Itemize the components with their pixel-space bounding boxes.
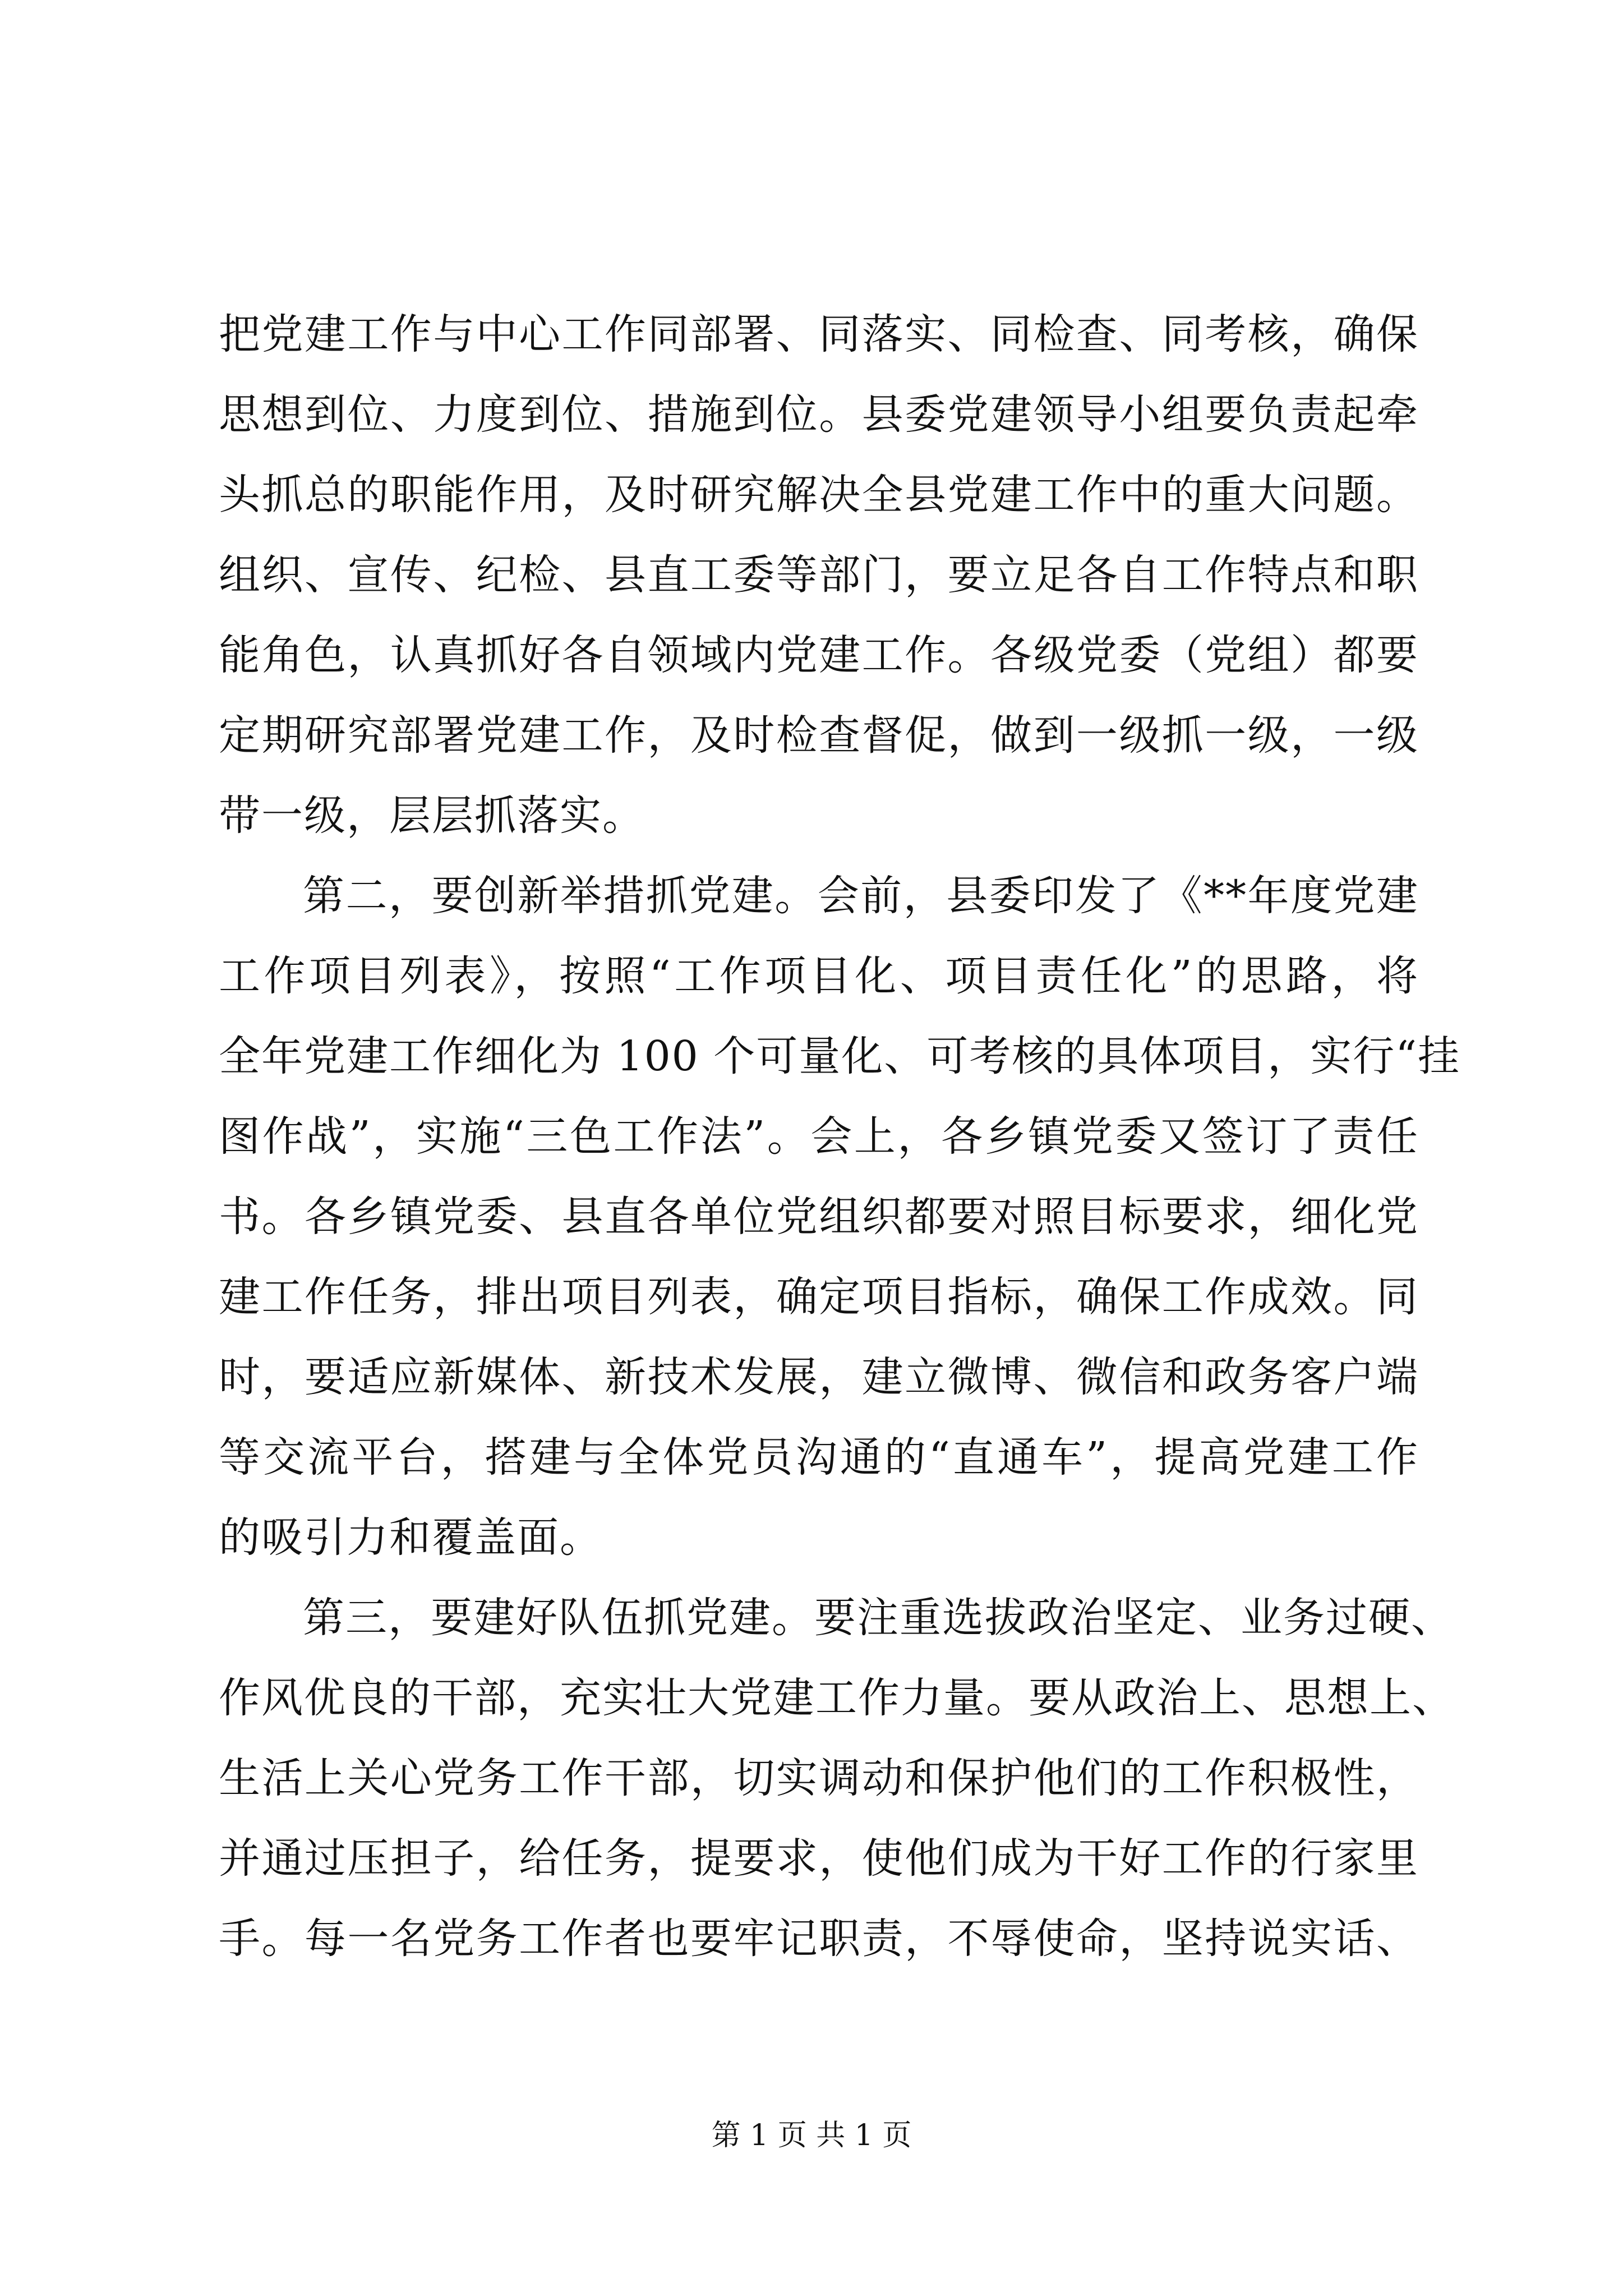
text-line: 定期研究部署党建工作，及时检查督促，做到一级抓一级，一级 [219, 711, 1419, 760]
paragraph-start-line: 第二，要创新举措抓党建。会前，县委印发了《**年度党建 [303, 872, 1419, 920]
text-line: 建工作任务，排出项目列表，确定项目指标，确保工作成效。同 [219, 1273, 1419, 1321]
text-line: 思想到位、力度到位、措施到位。县委党建领导小组要负责起牵 [219, 390, 1419, 439]
text-line: 图作战”，实施“三色工作法”。会上，各乡镇党委又签订了责任 [219, 1112, 1419, 1161]
text-line: 作风优良的干部，充实壮大党建工作力量。要从政治上、思想上、 [219, 1674, 1455, 1722]
text-line: 工作项目列表》，按照“工作项目化、项目责任化”的思路，将 [219, 952, 1419, 1000]
page-footer: 第 1 页 共 1 页 [711, 2119, 912, 2152]
text-line: 全年党建工作细化为 100 个可量化、可考核的具体项目，实行“挂 [219, 1032, 1461, 1080]
text-line: 等交流平台，搭建与全体党员沟通的“直通车”，提高党建工作 [219, 1433, 1419, 1481]
text-line: 的吸引力和覆盖面。 [219, 1513, 602, 1562]
text-line: 带一级，层层抓落实。 [219, 792, 645, 840]
text-line: 时，要适应新媒体、新技术发展，建立微博、微信和政务客户端 [219, 1353, 1419, 1401]
body-text [219, 295, 1461, 1979]
text-line: 能角色，认真抓好各自领域内党建工作。各级党委（党组）都要 [219, 631, 1419, 679]
text-line: 并通过压担子，给任务，提要求，使他们成为干好工作的行家里 [219, 1834, 1419, 1883]
text-line: 把党建工作与中心工作同部署、同落实、同检查、同考核，确保 [219, 310, 1419, 358]
text-line: 生活上关心党务工作干部，切实调动和保护他们的工作积极性， [219, 1754, 1419, 1802]
text-line: 头抓总的职能作用，及时研究解决全县党建工作中的重大问题。 [219, 471, 1419, 519]
text-line: 手。每一名党务工作者也要牢记职责，不辱使命，坚持说实话、 [219, 1915, 1419, 1963]
text-line: 书。各乡镇党委、县直各单位党组织都要对照目标要求，细化党 [219, 1193, 1419, 1241]
paragraph-start-line: 第三，要建好队伍抓党建。要注重选拔政治坚定、业务过硬、 [303, 1594, 1454, 1642]
text-line: 组织、宣传、纪检、县直工委等部门，要立足各自工作特点和职 [219, 551, 1419, 599]
